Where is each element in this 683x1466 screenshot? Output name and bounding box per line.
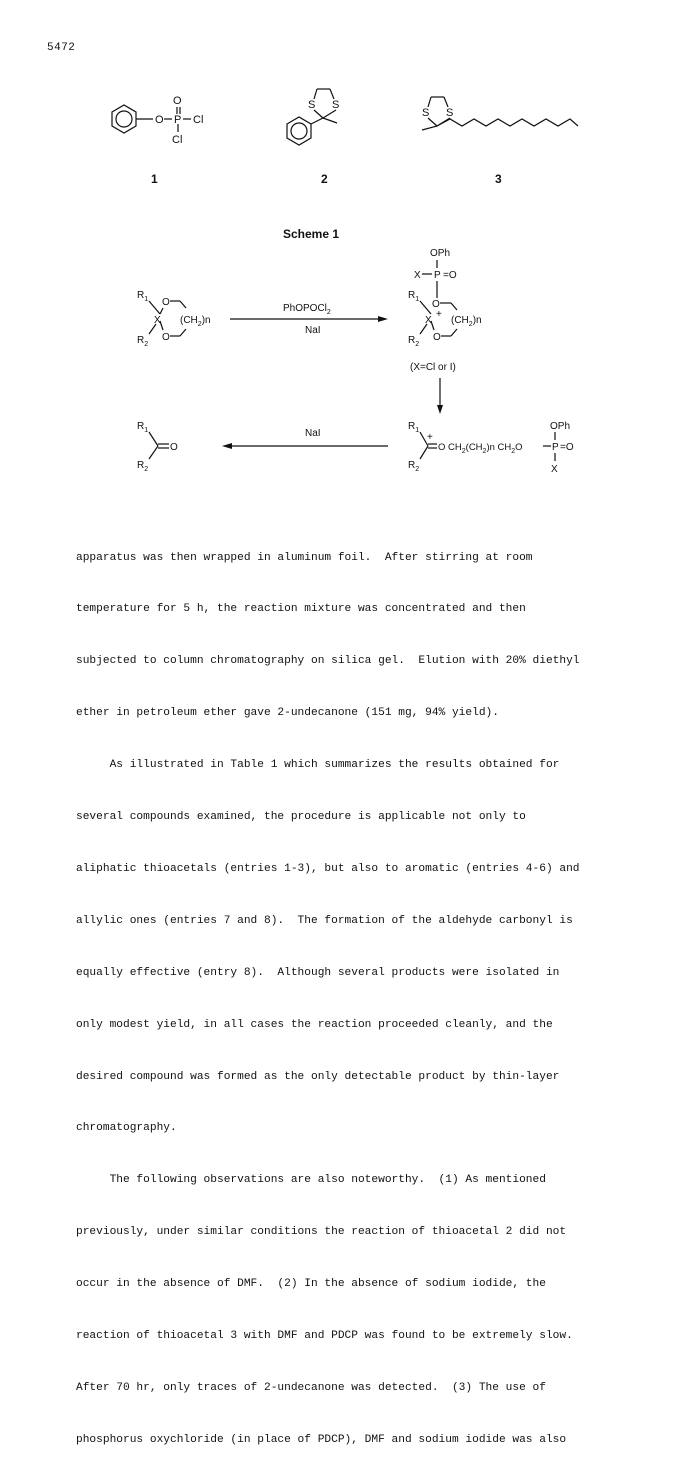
int2-oph: OPh — [550, 421, 571, 432]
int2-p: P — [552, 442, 559, 453]
reagent-nai-back: NaI — [305, 428, 321, 439]
product-r2: $R_2$ — [137, 460, 149, 473]
int2-r1: $R_1$ — [408, 421, 420, 434]
acetal-bond-r1-c — [149, 301, 160, 314]
compound-label-2: 2 — [321, 172, 328, 186]
int1-bond-ch2-down — [451, 303, 457, 310]
c2-bond-s2-c — [323, 110, 336, 118]
reaction-arrow-down — [437, 378, 443, 414]
acetal-x: X — [154, 315, 161, 326]
c2-bond-methyl — [323, 118, 337, 123]
compound-2 — [287, 89, 339, 186]
int1-oph: OPh — [430, 248, 451, 259]
body-line: aliphatic thioacetals (entries 1-3), but also to aromatic (entries 4-6) and — [76, 862, 580, 875]
scheme-acetal — [137, 290, 211, 348]
body-line: allylic ones (entries 7 and 8). The formation of the aldehyde carbonyl is — [76, 914, 573, 927]
acetal-bond-ch2-down — [180, 301, 186, 308]
c3-bond-c-s1 — [428, 97, 431, 107]
int2-plus: + — [427, 432, 433, 443]
compound-3 — [422, 97, 578, 186]
int1-chain: $(CH_2)n$ — [451, 315, 482, 328]
c2-bond-c-s2 — [330, 89, 334, 99]
int2-chain: O $CH_2(CH_2)n$ $CH_2O$ — [438, 442, 523, 455]
scheme-title: Scheme 1 — [283, 227, 340, 241]
c3-alkyl-chain — [437, 119, 578, 126]
int1-r1: $R_1$ — [408, 290, 420, 303]
body-line: several compounds examined, the procedure is applicable not only to — [76, 811, 526, 824]
int1-o-bottom: O — [433, 332, 441, 343]
c2-atom-s2: S — [332, 99, 340, 111]
int1-plus: + — [436, 309, 442, 320]
body-line: chromatography. — [76, 1122, 177, 1135]
body-line: subjected to column chromatography on silica gel. Elution with 20% diethyl — [76, 655, 580, 668]
c2-atom-s1: S — [308, 99, 316, 111]
acetal-r1: $R_1$ — [137, 290, 149, 303]
body-line: After 70 hr, only traces of 2-undecanone was detected. (3) The use of — [76, 1381, 546, 1394]
c3-bond-methyl — [422, 126, 437, 130]
int1-bond-ch2-up — [451, 329, 457, 336]
scheme-product-ketone — [137, 421, 178, 473]
product-bond-c-r2 — [149, 446, 158, 459]
c1-aromatic-circle — [116, 111, 132, 127]
reaction-arrow-back — [222, 428, 388, 449]
int2-o-double: =O — [560, 442, 574, 453]
compound-1 — [112, 95, 203, 186]
reaction-arrow-forward — [230, 303, 388, 336]
int1-p: P — [434, 270, 441, 281]
body-line: phosphorus oxychloride (in place of PDCP), DMF and sodium iodide was also — [76, 1433, 567, 1446]
acetal-bond-c-o-top — [160, 308, 163, 314]
acetal-o-top: O — [162, 297, 170, 308]
arrow-forward-head — [378, 316, 388, 322]
body-line: previously, under similar conditions the reaction of thioacetal 2 did not — [76, 1226, 567, 1239]
int1-x: X — [414, 270, 421, 281]
int2-x: X — [551, 464, 558, 475]
c1-atom-o-ester: O — [155, 114, 164, 126]
product-o: O — [170, 442, 178, 453]
arrow-down-head — [437, 405, 443, 414]
acetal-o-bottom: O — [162, 332, 170, 343]
body-line: apparatus was then wrapped in aluminum foil. After stirring at room — [76, 551, 533, 564]
c1-atom-p: P — [174, 114, 182, 126]
body-line: occur in the absence of DMF. (2) In the absence of sodium iodide, the — [76, 1278, 546, 1291]
body-line: reaction of thioacetal 3 with DMF and PDCP was found to be extremely slow. — [76, 1329, 573, 1342]
compound-label-1: 1 — [151, 172, 158, 186]
body-line: ether in petroleum ether gave 2-undecanone (151 mg, 94% yield). — [76, 707, 499, 720]
chemical-structures-figure — [0, 0, 683, 510]
int1-o-double: =O — [443, 270, 457, 281]
c3-atom-s2: S — [446, 107, 454, 119]
c2-bond-c-ring — [311, 118, 323, 124]
body-line: temperature for 5 h, the reaction mixture was concentrated and then — [76, 603, 526, 616]
product-bond-r1-c — [149, 432, 158, 446]
reagent-phopocl2: PhOPOCl$_2$ — [283, 303, 331, 316]
int1-bond-r1-c — [420, 301, 431, 314]
int2-bond-c-r2 — [420, 446, 428, 459]
c1-atom-cl-bottom: Cl — [172, 134, 183, 146]
c2-aromatic-circle — [291, 123, 307, 139]
page-number: 5472 — [47, 42, 76, 54]
body-line: The following observations are also noteworthy. (1) As mentioned — [76, 1174, 546, 1187]
c2-bond-c-s1 — [314, 89, 317, 99]
acetal-bond-ch2-up — [180, 329, 186, 336]
c3-bond-c-s2 — [444, 97, 448, 107]
acetal-bond-r2-c — [149, 324, 156, 334]
product-r1: $R_1$ — [137, 421, 149, 434]
c2-bond-s1-c — [314, 110, 323, 118]
int1-x-center: X — [425, 315, 432, 326]
c1-atom-o-double: O — [173, 95, 182, 107]
c1-atom-cl-right: Cl — [193, 114, 204, 126]
body-line: only modest yield, in all cases the reaction proceeded cleanly, and the — [76, 1018, 553, 1031]
c3-bond-s1-c — [428, 118, 437, 126]
reagent-nai-forward: NaI — [305, 325, 321, 336]
int1-bond-r2-c — [420, 324, 427, 334]
c3-atom-s1: S — [422, 107, 430, 119]
int2-r2: $R_2$ — [408, 460, 420, 473]
body-line: equally effective (entry 8). Although several products were isolated in — [76, 966, 560, 979]
arrow-back-head — [222, 443, 232, 449]
x-definition-note: (X=Cl or I) — [410, 362, 456, 373]
int1-o-top: O — [432, 299, 440, 310]
acetal-chain: $(CH_2)n$ — [180, 315, 211, 328]
body-text — [76, 515, 641, 1466]
acetal-r2: $R_2$ — [137, 335, 149, 348]
scheme-intermediate-1 — [408, 248, 482, 348]
scheme-intermediate-2 — [408, 421, 574, 475]
compound-label-3: 3 — [495, 172, 502, 186]
body-line: As illustrated in Table 1 which summarizes the results obtained for — [76, 759, 560, 772]
body-line: desired compound was formed as the only detectable product by thin-layer — [76, 1070, 560, 1083]
int1-r2: $R_2$ — [408, 335, 420, 348]
